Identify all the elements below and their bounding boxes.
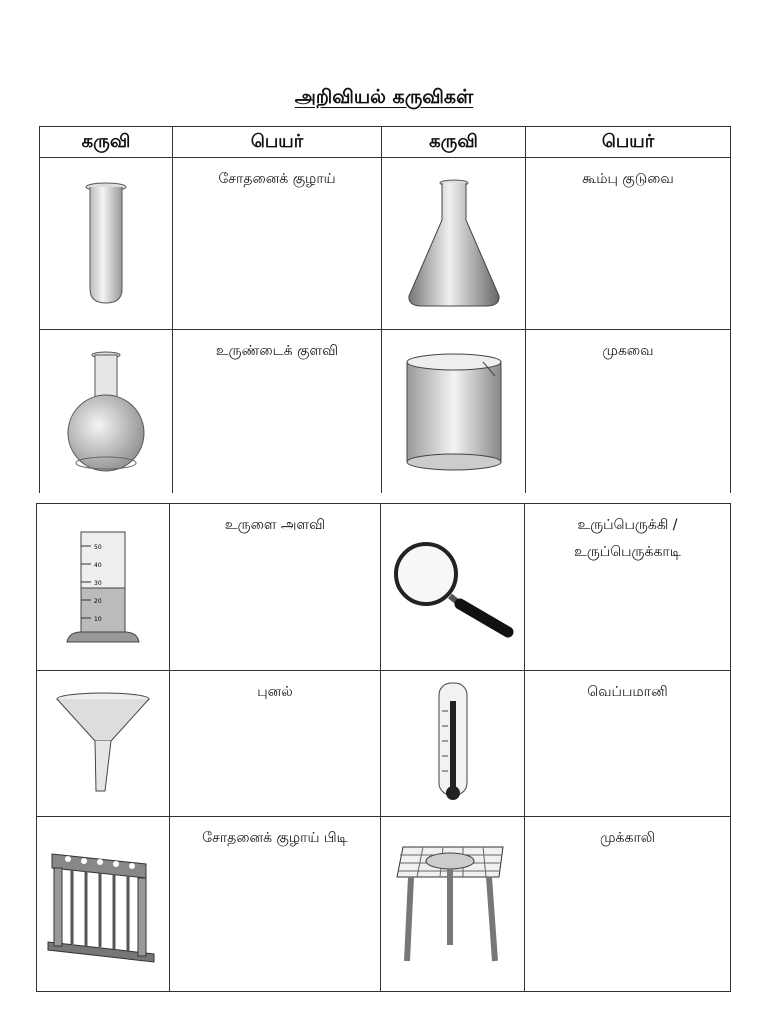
instrument-name: உருப்பெருக்கி / xyxy=(577,517,678,533)
instrument-name-cell: சோதனைக் குழாய் xyxy=(173,158,382,330)
instrument-cell xyxy=(37,671,170,817)
instrument-name-cell: சோதனைக் குழாய் பிடி xyxy=(170,817,381,992)
instrument-cell xyxy=(382,330,526,495)
cylinder-mark: 20 xyxy=(94,598,102,605)
test-tube-rack-icon xyxy=(44,844,162,964)
instrument-cell xyxy=(40,330,173,495)
instruments-table-top xyxy=(39,126,731,495)
funnel-icon xyxy=(53,691,153,796)
instrument-cell xyxy=(382,158,526,330)
thermometer-icon xyxy=(433,681,473,806)
table-row xyxy=(40,158,731,330)
page-break xyxy=(0,493,768,503)
table-row xyxy=(40,330,731,495)
page-title: அறிவியல் கருவிகள் xyxy=(294,86,474,108)
cylinder-mark: 40 xyxy=(94,562,102,569)
header-instrument-2: கருவி xyxy=(382,127,526,158)
conical-flask-icon xyxy=(404,178,504,310)
instrument-name-cell: உருளை அளவி xyxy=(170,504,381,671)
instrument-name-cell: கூம்பு குடுவை xyxy=(526,158,731,330)
header-instrument-1: கருவி xyxy=(40,127,173,158)
header-name-1: பெயர் xyxy=(173,127,382,158)
table-row xyxy=(37,671,731,817)
table-row xyxy=(37,504,731,671)
instrument-cell xyxy=(381,671,525,817)
instrument-cell xyxy=(37,504,170,671)
instrument-name-cell: முக்காலி xyxy=(525,817,731,992)
instrument-name-cell xyxy=(525,504,731,671)
magnifying-glass-icon xyxy=(388,532,518,642)
instrument-name-cell: உருண்டைக் குளவி xyxy=(173,330,382,495)
instrument-cell xyxy=(37,817,170,992)
header-name-2: பெயர் xyxy=(526,127,731,158)
cylinder-mark: 10 xyxy=(94,616,102,623)
beaker-icon xyxy=(399,350,509,475)
instrument-name-cell: முகவை xyxy=(526,330,731,495)
instrument-cell xyxy=(381,817,525,992)
test-tube-icon xyxy=(81,181,131,306)
cylinder-mark: 30 xyxy=(94,580,102,587)
table-header-row xyxy=(40,127,731,158)
instrument-name-alt: உருப்பெருக்காடி xyxy=(574,543,681,560)
instrument-name-cell: வெப்பமானி xyxy=(525,671,731,817)
table-row xyxy=(37,817,731,992)
cylinder-mark: 50 xyxy=(94,544,102,551)
instrument-cell xyxy=(381,504,525,671)
instruments-table-bottom xyxy=(36,503,731,992)
measuring-cylinder-icon xyxy=(63,526,143,648)
instrument-name-cell: புனல் xyxy=(170,671,381,817)
round-bottom-flask-icon xyxy=(61,350,151,475)
instrument-cell xyxy=(40,158,173,330)
tripod-stand-icon xyxy=(393,837,513,972)
